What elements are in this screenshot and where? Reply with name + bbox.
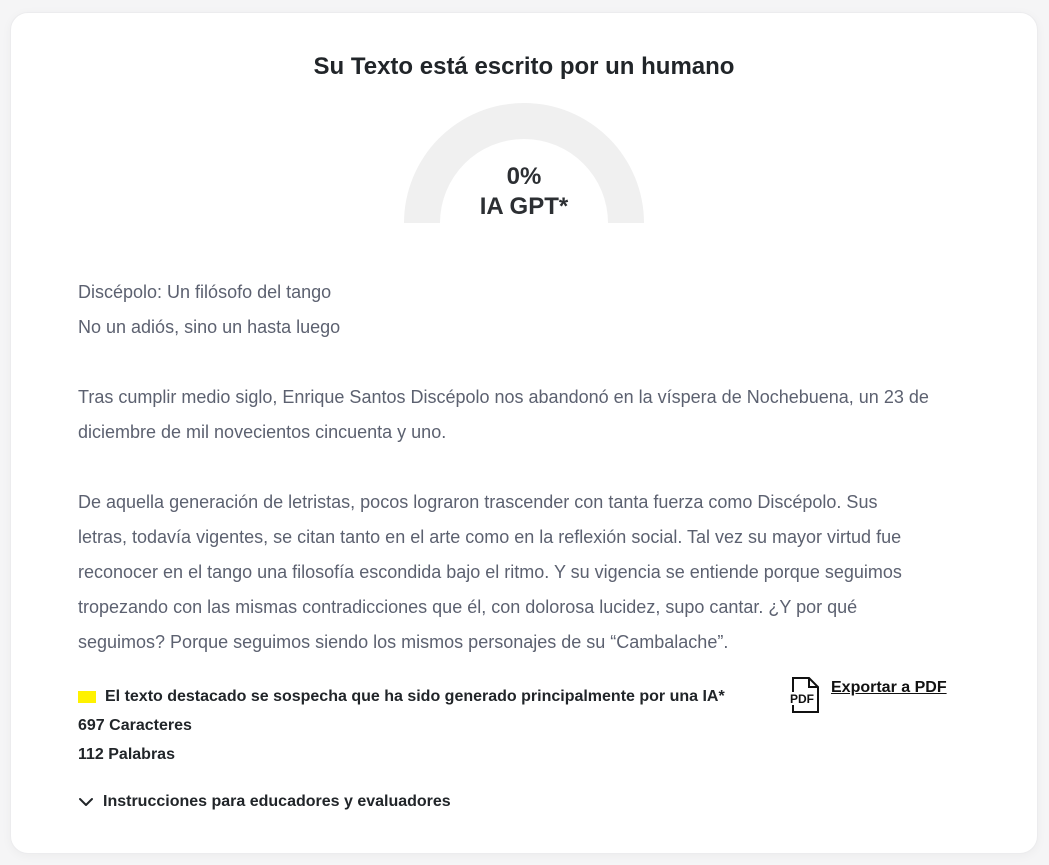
text-line: tropezando con las mismas contradicciones que él, con dolorosa lucidez, supo cantar. ¿Y por qué — [78, 597, 858, 617]
instructions-label[interactable]: Instrucciones para educadores y evaluadores — [103, 793, 451, 810]
result-title: Su Texto está escrito por un humano — [313, 53, 735, 80]
character-count: 697 Caracteres — [78, 717, 192, 734]
pdf-file-icon — [789, 677, 821, 713]
text-line: No un adiós, sino un hasta luego — [78, 317, 341, 337]
export-pdf-button[interactable] — [789, 677, 947, 713]
highlight-note: El texto destacado se sospecha que ha sido generado principalmente por una IA* — [105, 688, 725, 705]
gauge-label: IA GPT* — [479, 193, 569, 220]
text-line: Discépolo: Un filósofo del tango — [78, 282, 332, 302]
svg-text:PDF: PDF — [790, 692, 814, 706]
instructions-toggle[interactable] — [78, 793, 451, 811]
text-line: seguimos? Porque seguimos siendo los mismos personajes de su “Cambalache”. — [78, 632, 729, 652]
chevron-down-icon — [78, 794, 94, 810]
analysis-legend — [78, 682, 725, 769]
word-count: 112 Palabras — [78, 746, 175, 763]
gauge-percent: 0% — [506, 163, 542, 190]
ai-gauge — [404, 103, 644, 223]
analyzed-text — [78, 275, 978, 660]
text-line: reconocer en el tango una filosofía escondida bajo el ritmo. Y su vigencia se entiende porque seguimos — [78, 562, 902, 582]
text-line: diciembre de mil novecientos cincuenta y uno. — [78, 422, 447, 442]
text-line: letras, todavía vigentes, se citan tanto en el arte como en la reflexión social. Tal vez su mayor virtud fue — [78, 527, 902, 547]
text-line: De aquella generación de letristas, pocos lograron trascender con tanta fuerza como Discépolo. Sus — [78, 492, 878, 512]
text-line: Tras cumplir medio siglo, Enrique Santos Discépolo nos abandonó en la víspera de Nochebuena, un 23 de — [78, 387, 929, 407]
export-pdf-label[interactable]: Exportar a PDF — [831, 679, 947, 696]
highlight-swatch — [78, 691, 96, 703]
result-card — [10, 12, 1038, 854]
